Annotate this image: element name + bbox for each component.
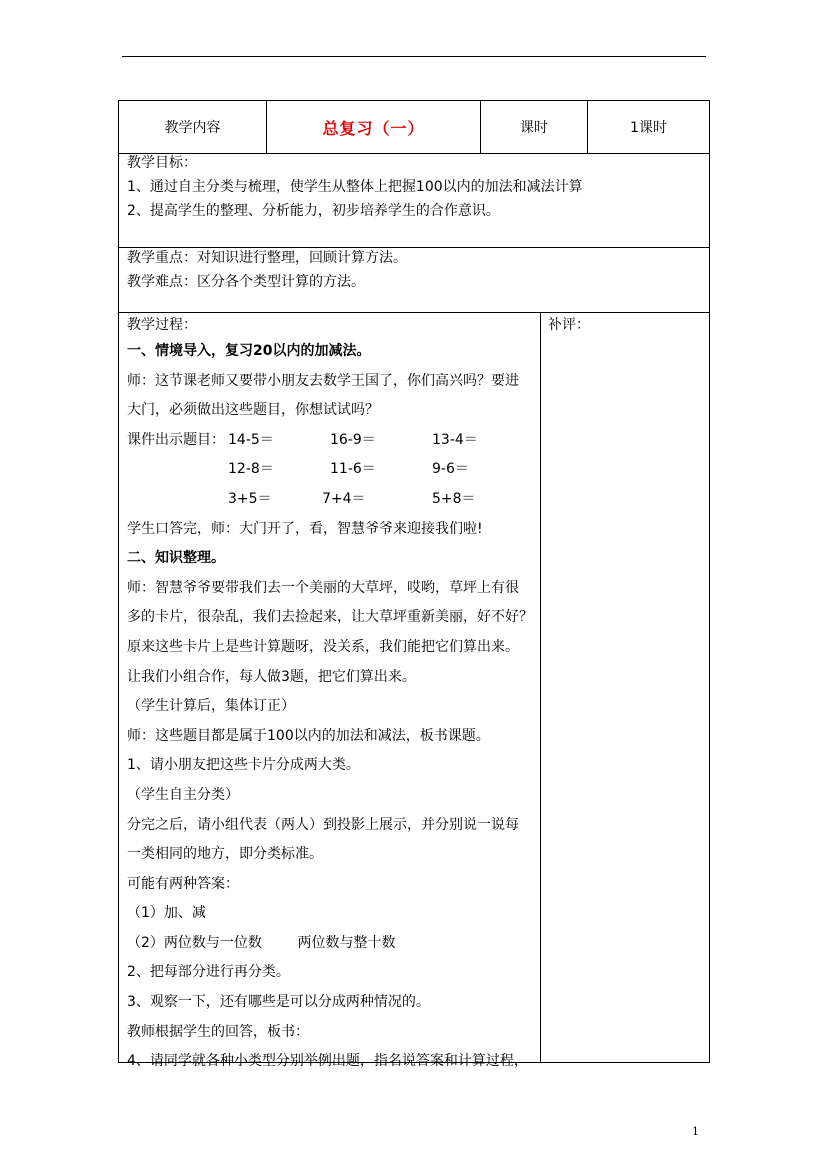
process-line: 师：这些题目都是属于100以内的加法和减法，板书课题。 — [127, 727, 490, 744]
process-line: （学生自主分类） — [127, 786, 239, 803]
process-line: 1、请小朋友把这些卡片分成两大类。 — [127, 757, 360, 774]
header-row — [119, 101, 709, 154]
content-label: 教学内容 — [119, 101, 267, 153]
problem: 14-5＝ — [228, 431, 274, 448]
column-divider — [540, 313, 541, 1063]
page-number: 1 — [692, 1125, 699, 1138]
lesson-plan-table — [118, 100, 710, 1070]
intro-line: 师：这节课老师又要带小朋友去数学王国了，你们高兴吗？要进 — [127, 372, 519, 389]
process-line: 分完之后，请小组代表（两人）到投影上展示，并分别说一说每 — [127, 816, 519, 833]
problems-label: 课件出示题目： — [127, 431, 225, 448]
problem: 7+4＝ — [322, 490, 366, 507]
section2-title: 二、知识整理。 — [127, 550, 225, 567]
process-line: 2、把每部分进行再分类。 — [127, 964, 290, 981]
problem: 11-6＝ — [330, 461, 376, 478]
process-line: 教师根据学生的回答，板书： — [127, 1023, 309, 1040]
process-line: 原来这些卡片上是些计算题呀，没关系，我们能把它们算出来。 — [127, 638, 519, 655]
problem: 3+5＝ — [228, 490, 272, 507]
process-line: 一类相同的地方，即分类标准。 — [127, 846, 323, 863]
process-line: 4、请同学就各种小类型分别举例出题，指名说答案和计算过程， — [127, 1053, 528, 1070]
problem: 16-9＝ — [330, 431, 376, 448]
problem-row — [127, 426, 535, 456]
process-column — [127, 313, 535, 1077]
objectives-row — [119, 154, 709, 248]
problem: 9-6＝ — [432, 461, 469, 478]
after-problems: 学生口答完，师：大门开了，看，智慧爷爷来迎接我们啦! — [127, 520, 483, 537]
problem: 5+8＝ — [432, 490, 476, 507]
lesson-title: 总复习（一） — [267, 101, 481, 153]
process-line: 3、观察一下，还有哪些是可以分成两种情况的。 — [127, 994, 430, 1011]
process-line: 师：智慧爷爷要带我们去一个美丽的大草坪，哎哟，草坪上有很 — [127, 579, 519, 596]
process-line: （1）加、减 — [127, 905, 206, 922]
objective-item: 2、提高学生的整理、分析能力，初步培养学生的合作意识。 — [127, 203, 500, 219]
intro-line: 大门，必须做出这些题目，你想试试吗？ — [127, 402, 379, 419]
process-heading: 教学过程： — [127, 317, 197, 333]
objectives-heading: 教学目标： — [127, 155, 197, 171]
objective-item: 1、通过自主分类与梳理，使学生从整体上把握100以内的加法和减法计算 — [127, 179, 583, 195]
process-line: 多的卡片，很杂乱，我们去捡起来，让大草坪重新美丽，好不好？ — [127, 609, 533, 626]
process-line: 让我们小组合作，每人做3题，把它们算出来。 — [127, 668, 416, 685]
hours-label: 课时 — [481, 101, 588, 153]
problem: 12-8＝ — [228, 461, 274, 478]
remark-label: 补评： — [548, 317, 590, 333]
section1-title: 一、情境导入，复习20以内的加减法。 — [127, 343, 371, 359]
process-line: 可能有两种答案： — [127, 875, 239, 892]
problem: 13-4＝ — [432, 431, 478, 448]
header-rule — [122, 56, 706, 57]
key-point: 教学重点：对知识进行整理，回顾计算方法。 — [127, 250, 407, 266]
difficulty: 教学难点：区分各个类型计算的方法。 — [127, 274, 365, 290]
hours-value: 1课时 — [630, 120, 667, 136]
focus-row — [119, 248, 709, 313]
process-line: （2）两位数与一位数 两位数与整十数 — [127, 934, 396, 951]
process-row — [119, 313, 709, 1070]
problem-row — [127, 455, 535, 485]
problem-row — [127, 485, 535, 515]
process-line: （学生计算后，集体订正） — [127, 698, 295, 715]
